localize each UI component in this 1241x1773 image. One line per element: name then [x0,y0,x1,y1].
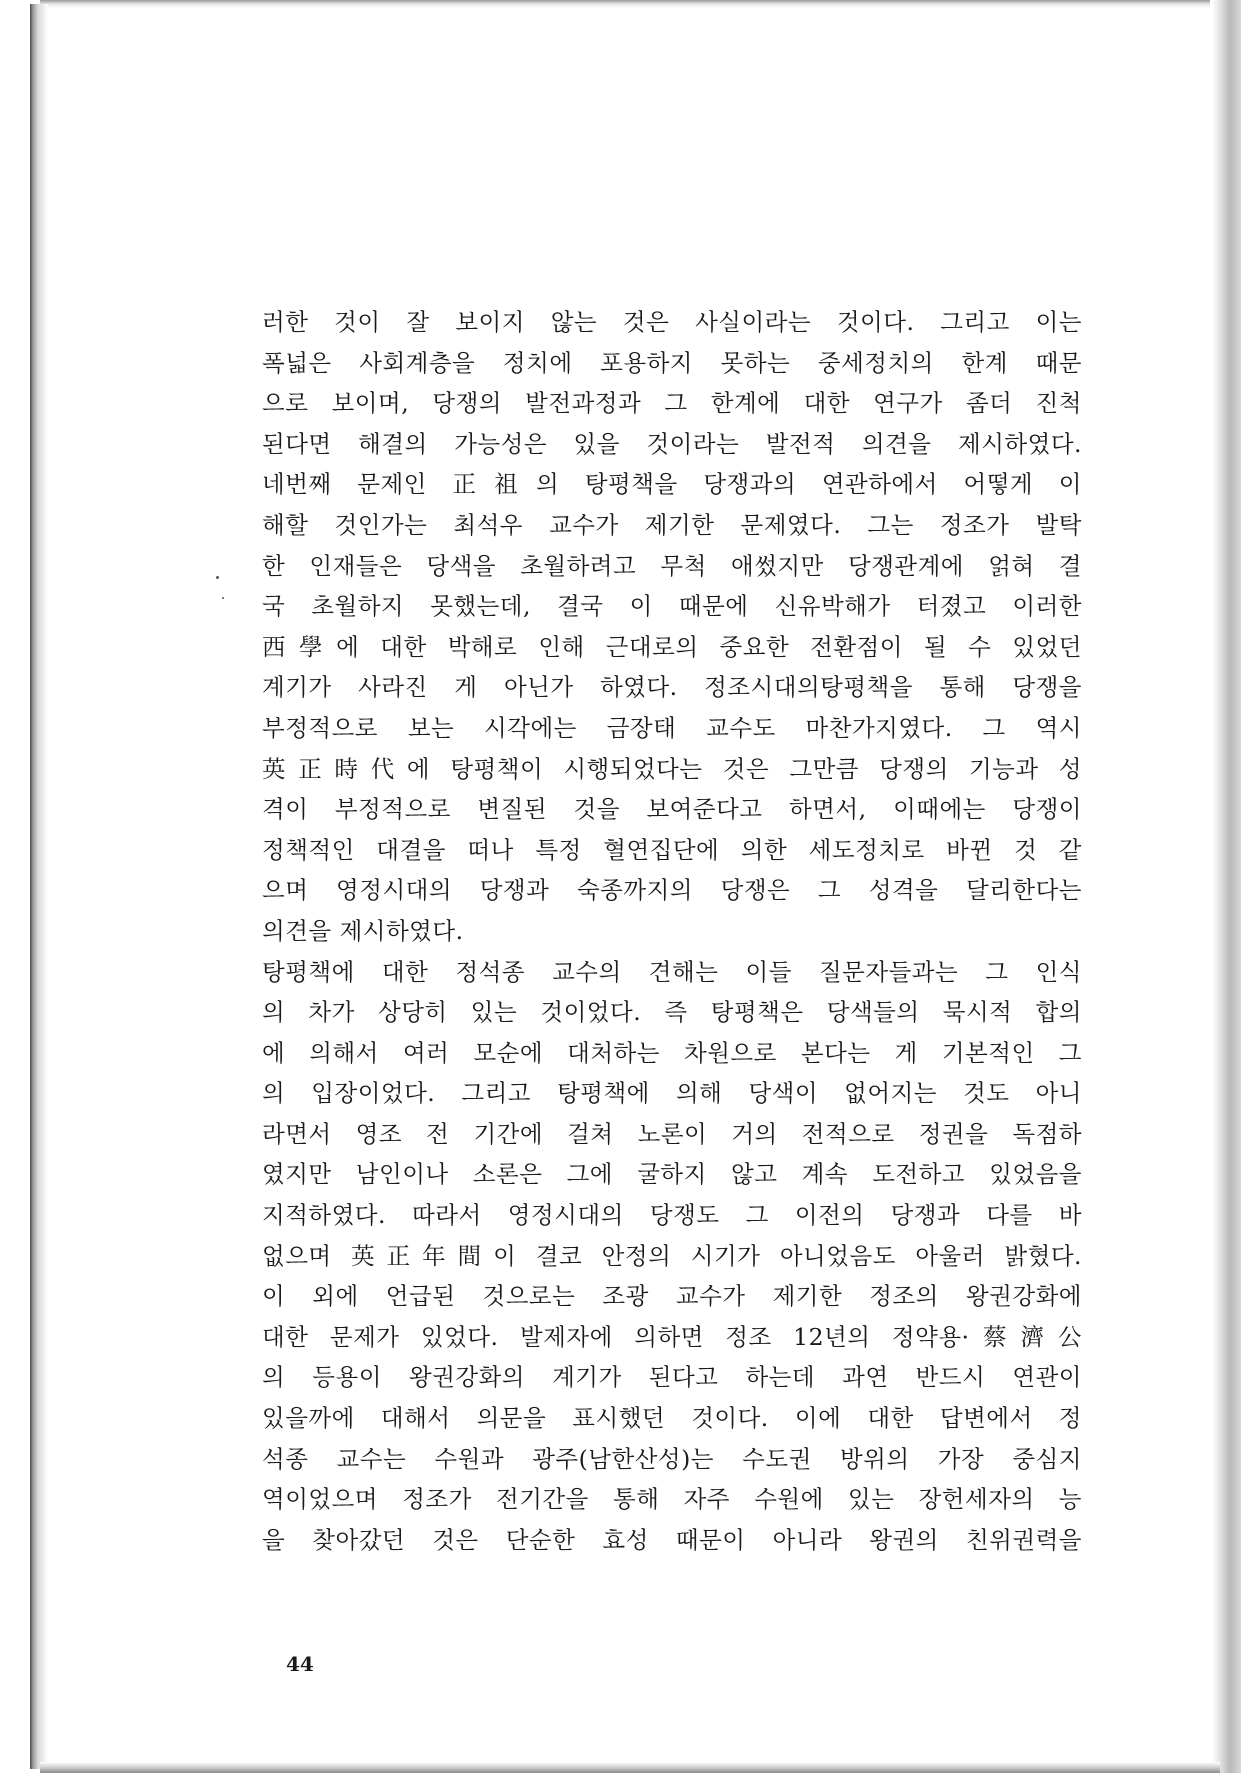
body-text [262,302,1082,1560]
text-line: 한 인재들은 당색을 초월하려고 무척 애썼지만 당쟁관계에 얽혀 결 [262,551,1082,580]
text-line: 으로 보이며, 당쟁의 발전과정과 그 한계에 대한 연구가 좀더 진척 [262,389,1082,418]
text-line: 부정적으로 보는 시각에는 금장태 교수도 마찬가지였다. 그 역시 [262,713,1082,742]
text-line: 에 의해서 여러 모순에 대처하는 차원으로 본다는 게 기본적인 그 [262,1038,1082,1067]
text-line: 의견을 제시하였다. [262,916,464,945]
scan-speck [222,597,224,599]
text-line: 해할 것인가는 최석우 교수가 제기한 문제였다. 그는 정조가 발탁 [262,510,1082,539]
text-line: 英正時代에 탕평책이 시행되었다는 것은 그만큼 당쟁의 기능과 성 [262,754,1082,783]
text-line: 정책적인 대결을 떠나 특정 혈연집단에 의한 세도정치로 바뀐 것 같 [262,835,1082,864]
page-bottom-edge [40,1762,1220,1773]
text-line: 대한 문제가 있었다. 발제자에 의하면 정조 12년의 정약용·蔡濟公 [262,1322,1082,1351]
text-line: 격이 부정적으로 변질된 것을 보여준다고 하면서, 이때에는 당쟁이 [262,795,1082,824]
text-line: 탕평책에 대한 정석종 교수의 견해는 이들 질문자들과는 그 인식 [262,957,1082,986]
text-line: 이 외에 언급된 것으로는 조광 교수가 제기한 정조의 왕권강화에 [262,1282,1082,1311]
page-right-edge [1212,0,1241,1773]
text-line: 네번째 문제인 正祖의 탕평책을 당쟁과의 연관하에서 어떻게 이 [262,470,1082,499]
page-top-edge [40,0,1210,8]
text-line: 西學에 대한 박해로 인해 근대로의 중요한 전환점이 될 수 있었던 [262,632,1082,661]
text-line: 역이었으며 정조가 전기간을 통해 자주 수원에 있는 장헌세자의 능 [262,1485,1082,1514]
text-line: 계기가 사라진 게 아닌가 하였다. 정조시대의탕평책을 통해 당쟁을 [262,673,1082,702]
text-line: 의 차가 상당히 있는 것이었다. 즉 탕평책은 당색들의 묵시적 합의 [262,998,1082,1027]
text-line: 지적하였다. 따라서 영정시대의 당쟁도 그 이전의 당쟁과 다를 바 [262,1201,1082,1230]
text-line: 의 입장이었다. 그리고 탕평책에 의해 당색이 없어지는 것도 아니 [262,1079,1082,1108]
text-line: 국 초월하지 못했는데, 결국 이 때문에 신유박해가 터졌고 이러한 [262,592,1082,621]
scan-speck [216,576,219,579]
text-line: 된다면 해결의 가능성은 있을 것이라는 발전적 의견을 제시하였다. [262,429,1082,458]
text-line: 석종 교수는 수원과 광주(남한산성)는 수도권 방위의 가장 중심지 [262,1444,1082,1473]
page-number: 44 [286,1652,314,1676]
text-line: 라면서 영조 전 기간에 걸쳐 노론이 거의 전적으로 정권을 독점하 [262,1119,1082,1148]
text-line: 의 등용이 왕권강화의 계기가 된다고 하는데 과연 반드시 연관이 [262,1363,1082,1392]
text-line: 폭넓은 사회계층을 정치에 포용하지 못하는 중세정치의 한계 때문 [262,348,1082,377]
text-line: 있을까에 대해서 의문을 표시했던 것이다. 이에 대한 답변에서 정 [262,1404,1082,1433]
text-line: 였지만 남인이나 소론은 그에 굴하지 않고 계속 도전하고 있었음을 [262,1160,1082,1189]
text-line: 을 찾아갔던 것은 단순한 효성 때문이 아니라 왕권의 친위권력을 [262,1525,1082,1554]
text-line: 으며 영정시대의 당쟁과 숙종까지의 당쟁은 그 성격을 달리한다는 [262,876,1082,905]
text-line: 없으며 英正年間이 결코 안정의 시기가 아니었음도 아울러 밝혔다. [262,1241,1082,1270]
text-line: 러한 것이 잘 보이지 않는 것은 사실이라는 것이다. 그리고 이는 [262,308,1082,336]
book-spine-edge [30,4,48,1769]
